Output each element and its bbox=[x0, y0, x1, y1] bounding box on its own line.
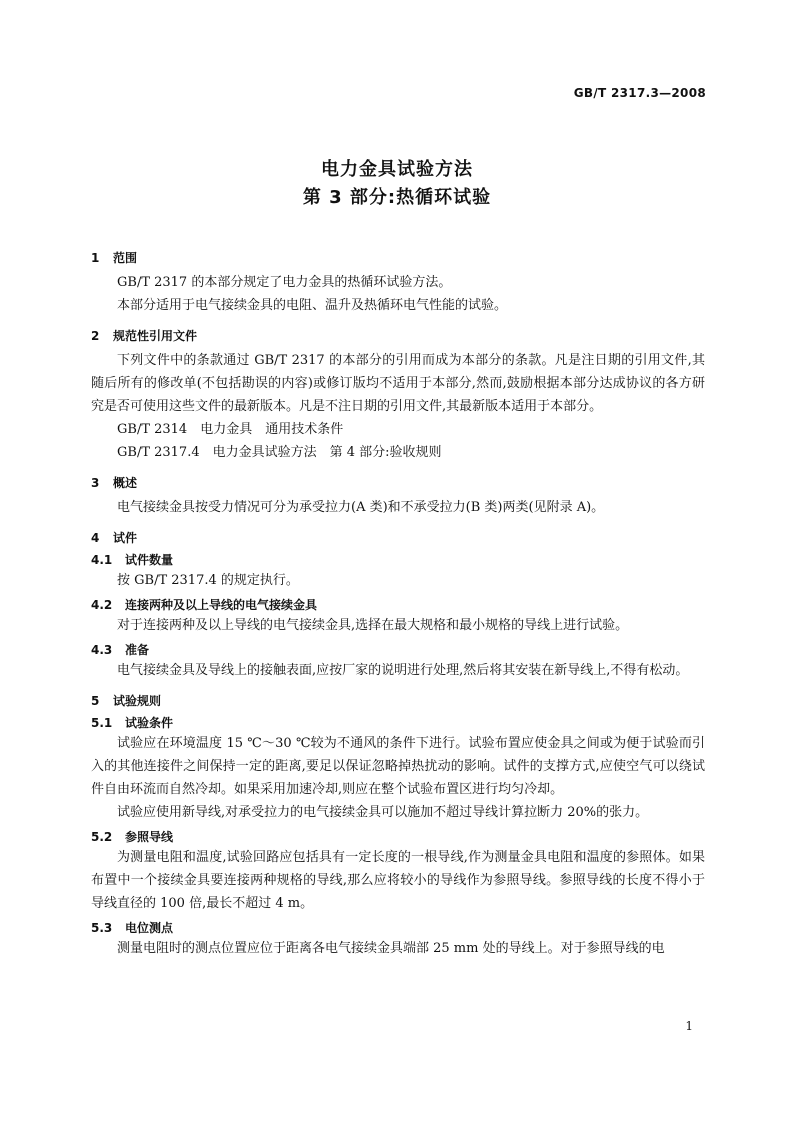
subsection-heading bbox=[91, 919, 705, 937]
paragraph: 电气接续金具及导线上的接触表面,应按厂家的说明进行处理,然后将其安装在新导线上,不得有松动。 bbox=[117, 663, 689, 678]
section-number: 3 bbox=[91, 476, 100, 490]
paragraph: 试验应使用新导线,对承受拉力的电气接续金具可以施加不超过导线计算拉断力 20%的张力。 bbox=[117, 805, 649, 820]
subsection-title: 参照导线 bbox=[125, 830, 174, 844]
document-body bbox=[91, 249, 705, 960]
paragraph: 本部分适用于电气接续金具的电阻、温升及热循环电气性能的试验。 bbox=[117, 298, 508, 313]
subsection-heading bbox=[91, 551, 705, 569]
section-title: 概述 bbox=[113, 476, 138, 490]
paragraph: 测量电阻时的测点位置应位于距离各电气接续金具端部 25 mm 处的导线上。对于参照导线的电 bbox=[117, 941, 665, 956]
paragraph: 电气接续金具按受力情况可分为承受拉力(A 类)和不承受拉力(B 类)两类(见附录 A)。 bbox=[117, 500, 605, 515]
paragraph: 试验应在环境温度 15 ℃～30 ℃较为不通风的条件下进行。试验布置应使金具之间或为便于试验而引入的其他连接件之间保持一定的距离,要足以保证忽略掉热扰动的影响。试件的支撑方式,应使空气可以绕试件自由环流而自然冷却。如果采用加速冷却,则应在整个试验布置区进行均匀冷却。 bbox=[91, 736, 705, 797]
subsection-heading bbox=[91, 714, 705, 732]
paragraph: 按 GB/T 2317.4 的规定执行。 bbox=[117, 573, 299, 588]
subsection-number: 5.3 bbox=[91, 921, 113, 935]
section-heading bbox=[91, 327, 705, 345]
reference-item: GB/T 2317.4 电力金具试验方法 第 4 部分:验收规则 bbox=[117, 445, 442, 460]
section-number: 1 bbox=[91, 251, 100, 265]
section-heading bbox=[91, 474, 705, 492]
subsection-heading bbox=[91, 641, 705, 659]
subsection-number: 4.3 bbox=[91, 643, 113, 657]
subsection-title: 电位测点 bbox=[125, 921, 174, 935]
section-heading bbox=[91, 692, 705, 710]
subsection-number: 4.2 bbox=[91, 598, 113, 612]
section-title: 试件 bbox=[113, 531, 138, 545]
section-number: 2 bbox=[91, 329, 100, 343]
paragraph: GB/T 2317 的本部分规定了电力金具的热循环试验方法。 bbox=[117, 275, 452, 290]
subsection-number: 5.2 bbox=[91, 830, 113, 844]
section-title: 规范性引用文件 bbox=[113, 329, 198, 343]
reference-item: GB/T 2314 电力金具 通用技术条件 bbox=[117, 422, 344, 437]
section-heading bbox=[91, 529, 705, 547]
subsection-title: 准备 bbox=[125, 643, 150, 657]
paragraph: 下列文件中的条款通过 GB/T 2317 的本部分的引用而成为本部分的条款。凡是注日期的引用文件,其随后所有的修改单(不包括勘误的内容)或修订版均不适用于本部分,然而,鼓励根据本部分达成协议的各方研究是否可使用这些文件的最新版本。凡是不注日期的引用文件,其最新版本适用于本部分。 bbox=[91, 353, 705, 414]
standard-number: GB/T 2317.3—2008 bbox=[573, 86, 706, 100]
section-heading bbox=[91, 249, 705, 267]
section-title: 试验规则 bbox=[113, 694, 162, 708]
subsection-heading bbox=[91, 596, 705, 614]
subsection-heading bbox=[91, 828, 705, 846]
document-subtitle: 第 3 部分:热循环试验 bbox=[302, 187, 492, 208]
section-title: 范围 bbox=[113, 251, 138, 265]
subsection-title: 试件数量 bbox=[125, 553, 174, 567]
paragraph: 对于连接两种及以上导线的电气接续金具,选择在最大规格和最小规格的导线上进行试验。 bbox=[117, 618, 629, 633]
section-number: 5 bbox=[91, 694, 100, 708]
subsection-number: 5.1 bbox=[91, 716, 113, 730]
page-number: 1 bbox=[685, 1019, 693, 1033]
section-number: 4 bbox=[91, 531, 100, 545]
subsection-number: 4.1 bbox=[91, 553, 113, 567]
document-title: 电力金具试验方法 bbox=[321, 159, 473, 180]
subsection-title: 试验条件 bbox=[125, 716, 174, 730]
paragraph: 为测量电阻和温度,试验回路应包括具有一定长度的一根导线,作为测量金具电阻和温度的参照体。如果布置中一个接续金具要连接两种规格的导线,那么应将较小的导线作为参照导线。参照导线的长度不得小于导线直径的 100 倍,最长不超过 4 m。 bbox=[91, 850, 705, 911]
subsection-title: 连接两种及以上导线的电气接续金具 bbox=[125, 598, 318, 612]
